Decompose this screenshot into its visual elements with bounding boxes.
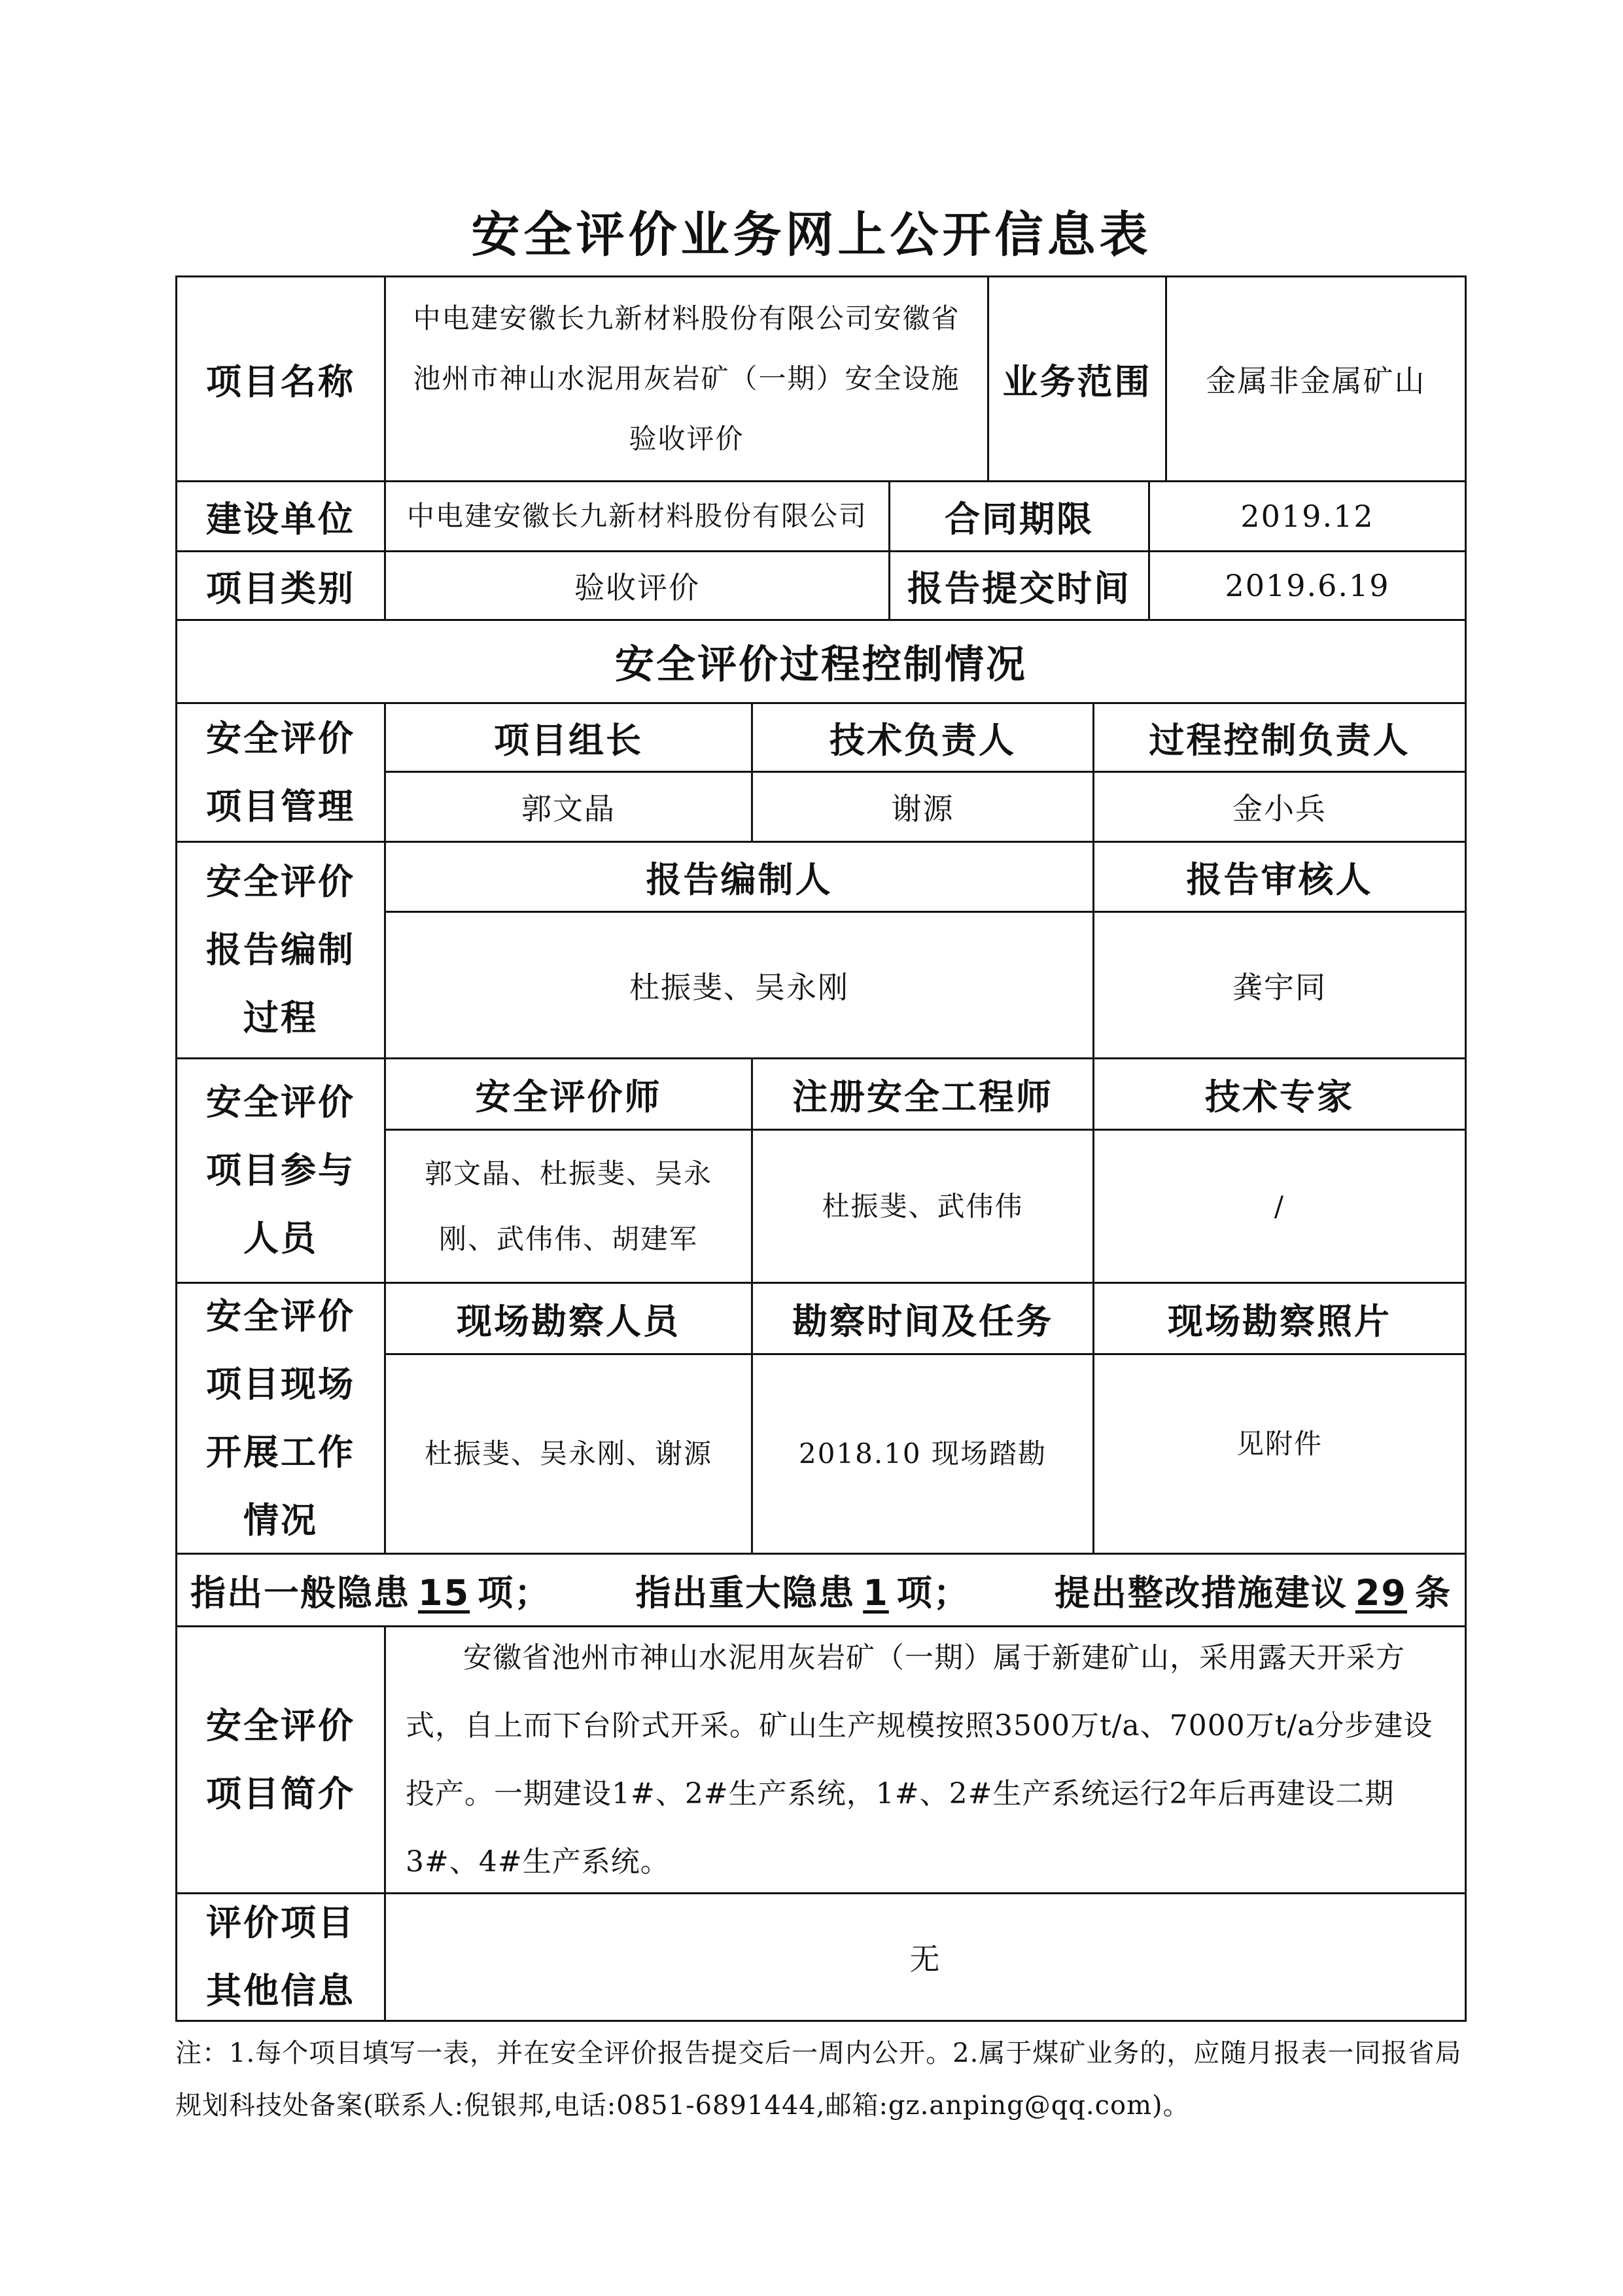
management-header-leader: 项目组长 bbox=[384, 702, 753, 773]
participants-value-engineer: 杜振斐、武伟伟 bbox=[751, 1129, 1094, 1284]
site-header-staff: 现场勘察人员 bbox=[384, 1282, 753, 1355]
measures-count: 29 bbox=[1355, 1572, 1407, 1614]
major-hazards-count: 1 bbox=[863, 1572, 889, 1614]
page-title: 安全评价业务网上公开信息表 bbox=[471, 207, 1152, 263]
site-header-photos: 现场勘察照片 bbox=[1092, 1282, 1467, 1355]
scope-label: 业务范围 bbox=[987, 275, 1167, 482]
site-value-photos: 见附件 bbox=[1092, 1353, 1467, 1555]
project-name-value: 中电建安徽长九新材料股份有限公司安徽省池州市神山水泥用灰岩矿（一期）安全设施验收评价 bbox=[384, 275, 989, 482]
submit-time-label: 报告提交时间 bbox=[888, 550, 1150, 621]
category-value: 验收评价 bbox=[384, 550, 890, 621]
site-value-time: 2018.10 现场踏勘 bbox=[751, 1353, 1094, 1555]
report-value-author: 杜振斐、吴永刚 bbox=[384, 911, 1094, 1059]
site-label: 安全评价 项目现场 开展工作 情况 bbox=[175, 1282, 386, 1555]
general-hazards-count: 15 bbox=[418, 1572, 470, 1614]
other-value: 无 bbox=[384, 1892, 1467, 2022]
category-label: 项目类别 bbox=[175, 550, 386, 621]
management-value-control: 金小兵 bbox=[1092, 771, 1467, 843]
participants-value-evaluator: 郭文晶、杜振斐、吴永刚、武伟伟、胡建军 bbox=[384, 1129, 753, 1284]
general-hazards: 指出一般隐患 15 项； bbox=[190, 1572, 551, 1614]
site-value-staff: 杜振斐、吴永刚、谢源 bbox=[384, 1353, 753, 1555]
participants-header-engineer: 注册安全工程师 bbox=[751, 1057, 1094, 1131]
hazards-row bbox=[175, 1553, 1467, 1627]
participants-header-expert: 技术专家 bbox=[1092, 1057, 1467, 1131]
participants-value-expert: / bbox=[1092, 1129, 1467, 1284]
project-name-label: 项目名称 bbox=[175, 275, 386, 482]
report-value-reviewer: 龚宇同 bbox=[1092, 911, 1467, 1059]
management-label: 安全评价 项目管理 bbox=[175, 702, 386, 843]
participants-label: 安全评价 项目参与 人员 bbox=[175, 1057, 386, 1284]
intro-text-cell bbox=[384, 1625, 1467, 1894]
other-label: 评价项目 其他信息 bbox=[175, 1892, 386, 2022]
intro-text: 安徽省池州市神山水泥用灰岩矿（一期）属于新建矿山，采用露天开采方式，自上而下台阶式开采。矿山生产规模按照3500万t/a、7000万t/a分步建设投产。一期建设1#、2#生产系统，1#、2#生产系统运行2年后再建设二期3#、4#生产系统。 bbox=[406, 1640, 1433, 1879]
management-header-tech: 技术负责人 bbox=[751, 702, 1094, 773]
management-value-leader: 郭文晶 bbox=[384, 771, 753, 843]
management-value-tech: 谢源 bbox=[751, 771, 1094, 843]
management-header-control: 过程控制负责人 bbox=[1092, 702, 1467, 773]
unit-label: 建设单位 bbox=[175, 480, 386, 552]
footnote: 注：1.每个项目填写一表，并在安全评价报告提交后一周内公开。2.属于煤矿业务的，应随月报表一同报省局规划科技处备案(联系人:倪银邦,电话:0851-6891444,邮箱:gz.anping@qq.com)。 bbox=[175, 2038, 1462, 2121]
contract-label: 合同期限 bbox=[888, 480, 1150, 552]
submit-time-value: 2019.6.19 bbox=[1148, 550, 1467, 621]
unit-value: 中电建安徽长九新材料股份有限公司 bbox=[384, 480, 890, 552]
report-header-reviewer: 报告审核人 bbox=[1092, 841, 1467, 913]
major-hazards: 指出重大隐患 1 项； bbox=[635, 1572, 970, 1614]
participants-header-evaluator: 安全评价师 bbox=[384, 1057, 753, 1131]
rectification-measures: 提出整改措施建议 29 条 bbox=[1054, 1572, 1452, 1614]
intro-label: 安全评价 项目简介 bbox=[175, 1625, 386, 1894]
report-label: 安全评价 报告编制 过程 bbox=[175, 841, 386, 1059]
contract-value: 2019.12 bbox=[1148, 480, 1467, 552]
process-section-title: 安全评价过程控制情况 bbox=[175, 619, 1467, 704]
report-header-author: 报告编制人 bbox=[384, 841, 1094, 913]
scope-value: 金属非金属矿山 bbox=[1165, 275, 1467, 482]
site-header-time: 勘察时间及任务 bbox=[751, 1282, 1094, 1355]
